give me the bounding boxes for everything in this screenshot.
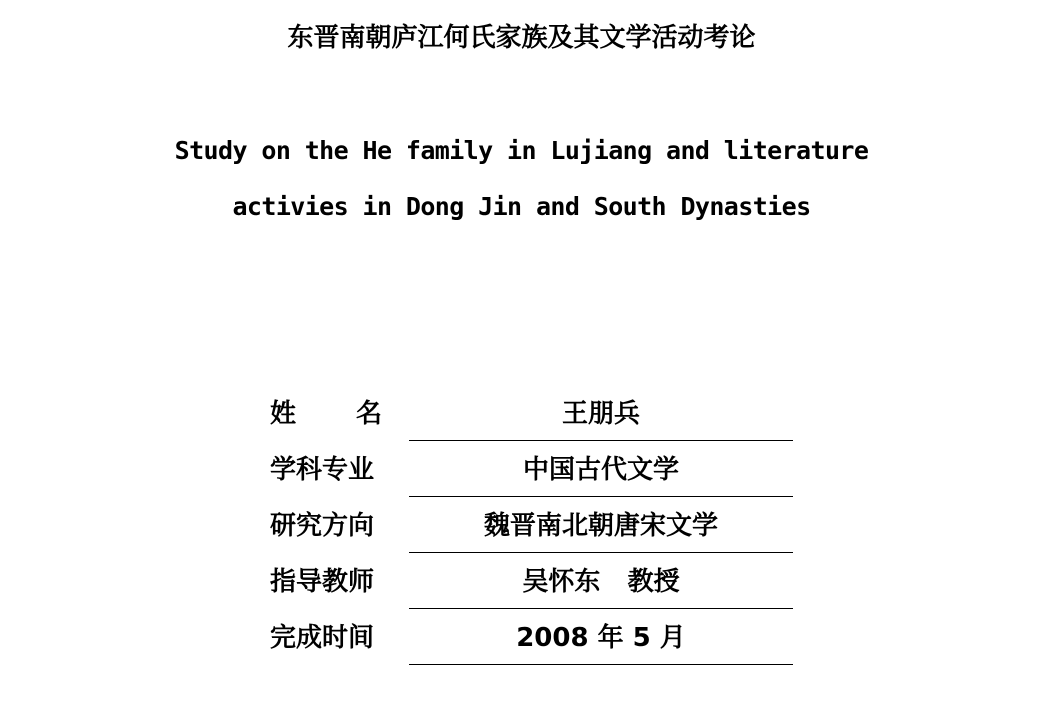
info-row-major — [270, 448, 793, 504]
completion-date-underline — [409, 664, 793, 665]
completion-date-value: 2008 年 5 月 — [516, 623, 686, 653]
advisor-value: 吴怀东 教授 — [522, 567, 680, 597]
info-row-completion-date — [270, 616, 793, 672]
research-direction-underline — [409, 552, 793, 553]
major-underline — [409, 496, 793, 497]
name-label-char-1: 姓 — [270, 399, 297, 429]
english-title-line-1: Study on the He family in Lujiang and literature — [174, 136, 869, 165]
name-underline — [409, 440, 793, 441]
info-row-research-direction — [270, 504, 793, 560]
name-value: 王朋兵 — [561, 399, 640, 429]
info-row-advisor — [270, 560, 793, 616]
research-direction-label: 研究方向 — [270, 511, 375, 541]
research-direction-value: 魏晋南北朝唐宋文学 — [483, 511, 718, 541]
advisor-underline — [409, 608, 793, 609]
name-label-char-2: 名 — [355, 399, 382, 429]
name-label — [270, 392, 382, 436]
english-title-line-2: activies in Dong Jin and South Dynasties — [232, 192, 811, 221]
completion-date-label: 完成时间 — [270, 623, 375, 653]
advisor-label: 指导教师 — [270, 567, 375, 597]
chinese-title: 东晋南朝庐江何氏家族及其文学活动考论 — [287, 23, 756, 53]
major-value: 中国古代文学 — [522, 455, 679, 485]
info-row-name — [270, 392, 793, 448]
major-label: 学科专业 — [270, 455, 375, 485]
